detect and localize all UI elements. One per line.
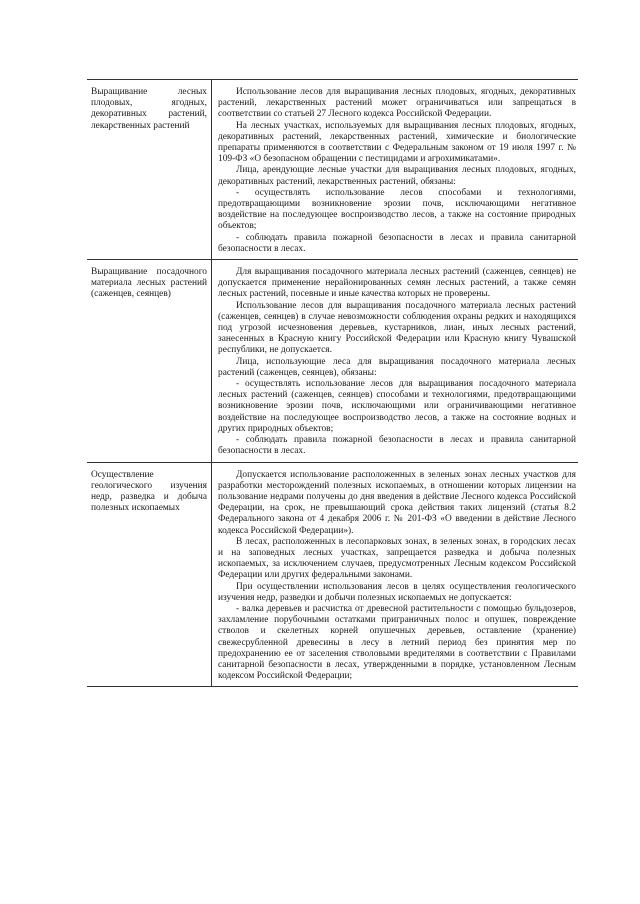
paragraph: - осуществлять использование лесов для выращивания посадочного материала лесных растений (саженцев, сеянцев) способами и технологиями, предотвращающими возникновение эрозии почв, исключающими или ограничивающими негативное воздействие на последующее воспроизводство лесов, а также на состояние водных и других природных объектов; bbox=[218, 379, 576, 434]
activity-cell bbox=[87, 260, 212, 462]
requirements-cell bbox=[212, 462, 579, 687]
activity-cell bbox=[87, 462, 212, 687]
paragraph: Использование лесов для выращивания лесных плодовых, ягодных, декоративных растений, лекарственных растений может ограничиваться или запрещаться в соответствии со статьей 27 Лесного кодекса Российской Федерации. bbox=[218, 87, 576, 120]
paragraph: - соблюдать правила пожарной безопасности в лесах и правила санитарной безопасности в лесах. bbox=[218, 435, 576, 457]
table-row bbox=[87, 80, 578, 260]
activity-text: Выращивание посадочного материала лесных растений (саженцев, сеянцев) bbox=[91, 267, 207, 300]
requirements-cell bbox=[212, 80, 579, 260]
paragraph: Использование лесов для выращивания посадочного материала лесных растений (саженцев, сеянцев) в случае невозможности соблюдения охраны редких и находящихся под угрозой исчезновения деревьев, кустарников, лиан, иных лесных растений, занесенных в Красную книгу Российской Федерации или Красную книгу Чувашской республики, не допускается. bbox=[218, 300, 576, 356]
activity-text: Осуществление геологического изучения недр, разведка и добыча полезных ископаемых bbox=[91, 469, 207, 514]
table-row bbox=[87, 260, 578, 462]
requirements-cell bbox=[212, 260, 579, 462]
paragraph: В лесах, расположенных в лесопарковых зонах, в зеленых зонах, в городских лесах и на заповедных лесных участках, запрещается разведка и добыча полезных ископаемых, за исключением случаев, предусмотренных Лесным кодексом Российской Федерации или других федеральными законами. bbox=[218, 536, 576, 581]
activity-text: Выращивание лесных плодовых, ягодных, декоративных растений, лекарственных растений bbox=[91, 87, 207, 131]
paragraph: Для выращивания посадочного материала лесных растений (саженцев, сеянцев) не допускается применение нерайонированных семян лесных растений, а также семян лесных растений, посевные и иные качества которых не проверены. bbox=[218, 267, 576, 300]
paragraph: При осуществлении использования лесов в целях осуществления геологического изучения недр, разведки и добычи полезных ископаемых не допускается: bbox=[218, 581, 576, 603]
table-row bbox=[87, 462, 578, 687]
paragraph: - соблюдать правила пожарной безопасности в лесах и правила санитарной безопасности в лесах. bbox=[218, 232, 576, 254]
document-page bbox=[87, 79, 578, 687]
paragraph: На лесных участках, используемых для выращивания лесных плодовых, ягодных, декоративных растений, лекарственных растений, химические и биологические препараты применяются в соответствии с Федеральным законом от 19 июля 1997 г. № 109-ФЗ «О безопасном обращении с пестицидами и агрохимикатами». bbox=[218, 120, 576, 165]
paragraph: - осуществлять использование лесов способами и технологиями, предотвращающими возникновение эрозии почв, исключающими негативное воздействие на последующее воспроизводство лесов, а также на состояние природных объектов; bbox=[218, 187, 576, 232]
forest-use-table bbox=[87, 79, 578, 687]
paragraph: Лица, арендующие лесные участки для выращивания лесных плодовых, ягодных, декоративных растений, лекарственных растений, обязаны: bbox=[218, 165, 576, 187]
activity-cell bbox=[87, 80, 212, 260]
paragraph: Допускается использование расположенных в зеленых зонах лесных участков для разработки месторождений полезных ископаемых, в отношении которых лицензии на пользование недрами получены до дня введения в действие Лесного кодекса Российской Федерации, на срок, не превышающий срока действия таких лицензий (статья 8.2 Федерального закона от 4 декабря 2006 г. № 201-ФЗ «О введении в действие Лесного кодекса Российской Федерации»). bbox=[218, 469, 576, 536]
paragraph: Лица, использующие леса для выращивания посадочного материала лесных растений (саженцев, сеянцев), обязаны: bbox=[218, 356, 576, 378]
paragraph: - валка деревьев и расчистка от древесной растительности с помощью бульдозеров, захламление порубочными остатками приграничных полос и опушек, повреждение стволов и скелетных корней опушечных деревьев, оставление (хранение) свежесрубленной древесины в лесу в летний период без принятия мер по предохранению ее от заселения стволовыми вредителями в соответствии с Правилами санитарной безопасности в лесах, утвержденными в порядке, установленном Лесным кодексом Российской Федерации; bbox=[218, 603, 576, 682]
